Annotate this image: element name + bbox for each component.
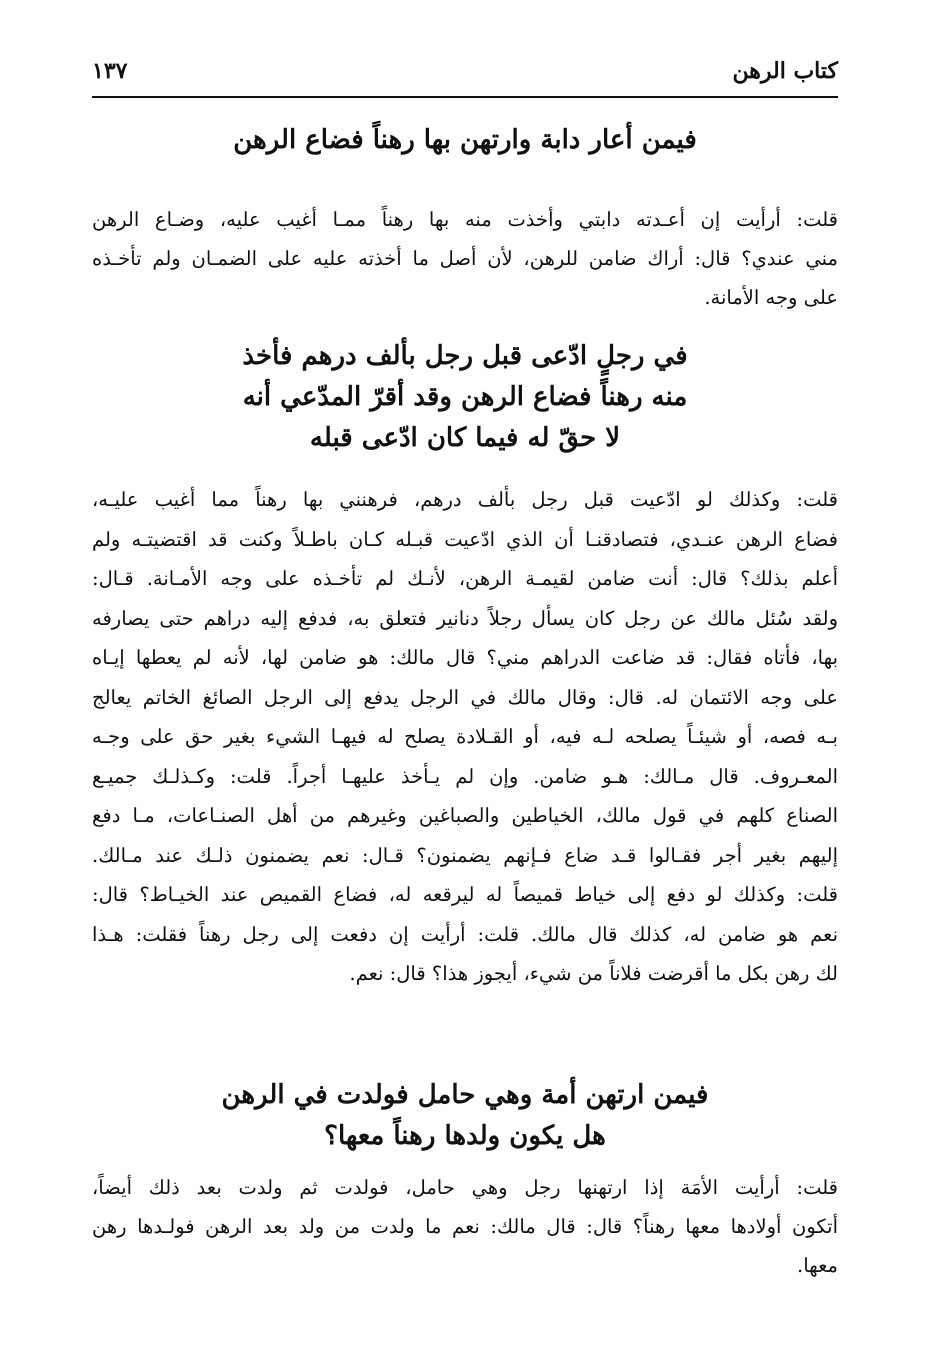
heading-line: لا حقّ له فيما كان ادّعى قبله (309, 423, 621, 453)
paragraph-line: إليهم بغير أجر فقـالوا قـد ضاع فـإنهم يضمنون؟ قـال: نعم يضمنون ذلـك عند مـالك. (92, 843, 838, 867)
paragraph-line: أتكون أولادها معها رهناً؟ قال: قال مالك: نعم ما ولدت من ولد بعد الرهن فولـدها رهن (92, 1215, 838, 1238)
page-number: ١٣٧ (92, 58, 128, 84)
heading-line: في رجلٍ ادّعى قبل رجل بألف درهم فأخذ (242, 341, 688, 371)
paragraph-line: أعلم بذلك؟ قال: أنت ضامن لقيمـة الرهن، لأنـك لم تأخـذه على وجه الأمـانة. قـال: (92, 567, 838, 590)
paragraph-line: قلت: وكذلك لو دفع إلى خياط قميصاً له ليرقعه له، فضاع القميص عند الخيـاط؟ قال: (92, 883, 838, 906)
paragraph-line: الصناع كلهم في قول مالك، الخياطين والصباغين وغيرهم من أهل الصنـاعات، مـا دفع (92, 804, 838, 827)
paragraph-line: ولقد سُئل مالك عن رجل كان يسأل رجلاً دنانير فتعلق به، فدفع إليه دراهم حتى يصارفه (92, 606, 838, 630)
paragraph-line: فضاع الرهن عنـدي، فتصادقنـا أن الذي ادّعيت قبـله كـان باطـلاً وكنت قد اقتضيتـه ولم (92, 527, 838, 551)
paragraph (92, 1168, 838, 1285)
heading-line: فيمن أعار دابة وارتهن بها رهناً فضاع الرهن (233, 125, 697, 155)
paragraph (92, 200, 838, 317)
section-heading (92, 336, 838, 459)
section-heading (92, 1075, 838, 1157)
heading-line: هل يكون ولدها رهناً معها؟ (324, 1121, 606, 1151)
paragraph-line: على وجه الائتمان له. قال: وقال مالك في الرجل يدفع إلى الرجل الصائغ الخاتم يعالج (92, 685, 838, 709)
heading-line: منه رهناً فضاع الرهن وقد أقرّ المدّعي أنه (242, 382, 688, 412)
paragraph-line: بها، فأتاه فقال: قد ضاعت الدراهم مني؟ قال مالك: هو ضامن لها، لأنه لم يعطها إيـاه (92, 646, 838, 669)
paragraph-line: قلت: وكذلك لو ادّعيت قبل رجل بألف درهم، فرهنني بها رهناً مما أغيب عليـه، (92, 488, 838, 511)
paragraph-line: لك رهن بكل ما أقرضت فلاناً من شيء، أيجوز هذا؟ قال: نعم. (349, 962, 838, 985)
paragraph-line: مني عندي؟ قال: أراك ضامن للرهن، لأن أصل ما أخذته عليه على الضمـان ولم تأخـذه (92, 247, 838, 270)
section-heading (92, 120, 838, 161)
heading-line: فيمن ارتهن أمة وهي حامل فولدت في الرهن (221, 1080, 709, 1110)
paragraph-line: بـه فصه، أو شيئـاً يصلحه لـه فيه، أو القـلادة يصلح له فيهـا الشيء بغير حق على وجـه (92, 725, 838, 748)
paragraph-line: قلت: أرأيت إن أعـدته دابتي وأخذت منه بها رهناً ممـا أغيب عليه، وضـاع الرهن (92, 208, 838, 231)
paragraph-line: على وجه الأمانة. (704, 286, 838, 309)
paragraph-line: نعم هو ضامن له، كذلك قال مالك. قلت: أرأيت إن دفعت إلى رجل رهناً فقلت: هـذا (92, 922, 838, 946)
paragraph-line: المعـروف. قال مـالك: هـو ضامن. وإن لم يـأخذ عليهـا أجراً. قلت: وكـذلـك جميـع (92, 764, 838, 788)
paragraph-line: معها. (797, 1254, 838, 1277)
paragraph (92, 480, 838, 994)
paragraph-line: قلت: أرأيت الأمَة إذا ارتهنها رجل وهي حامل، فولدت ثم ولدت بعد ذلك أيضاً، (92, 1176, 838, 1199)
running-header (92, 56, 838, 98)
book-title: كتاب الرهن (732, 58, 838, 84)
